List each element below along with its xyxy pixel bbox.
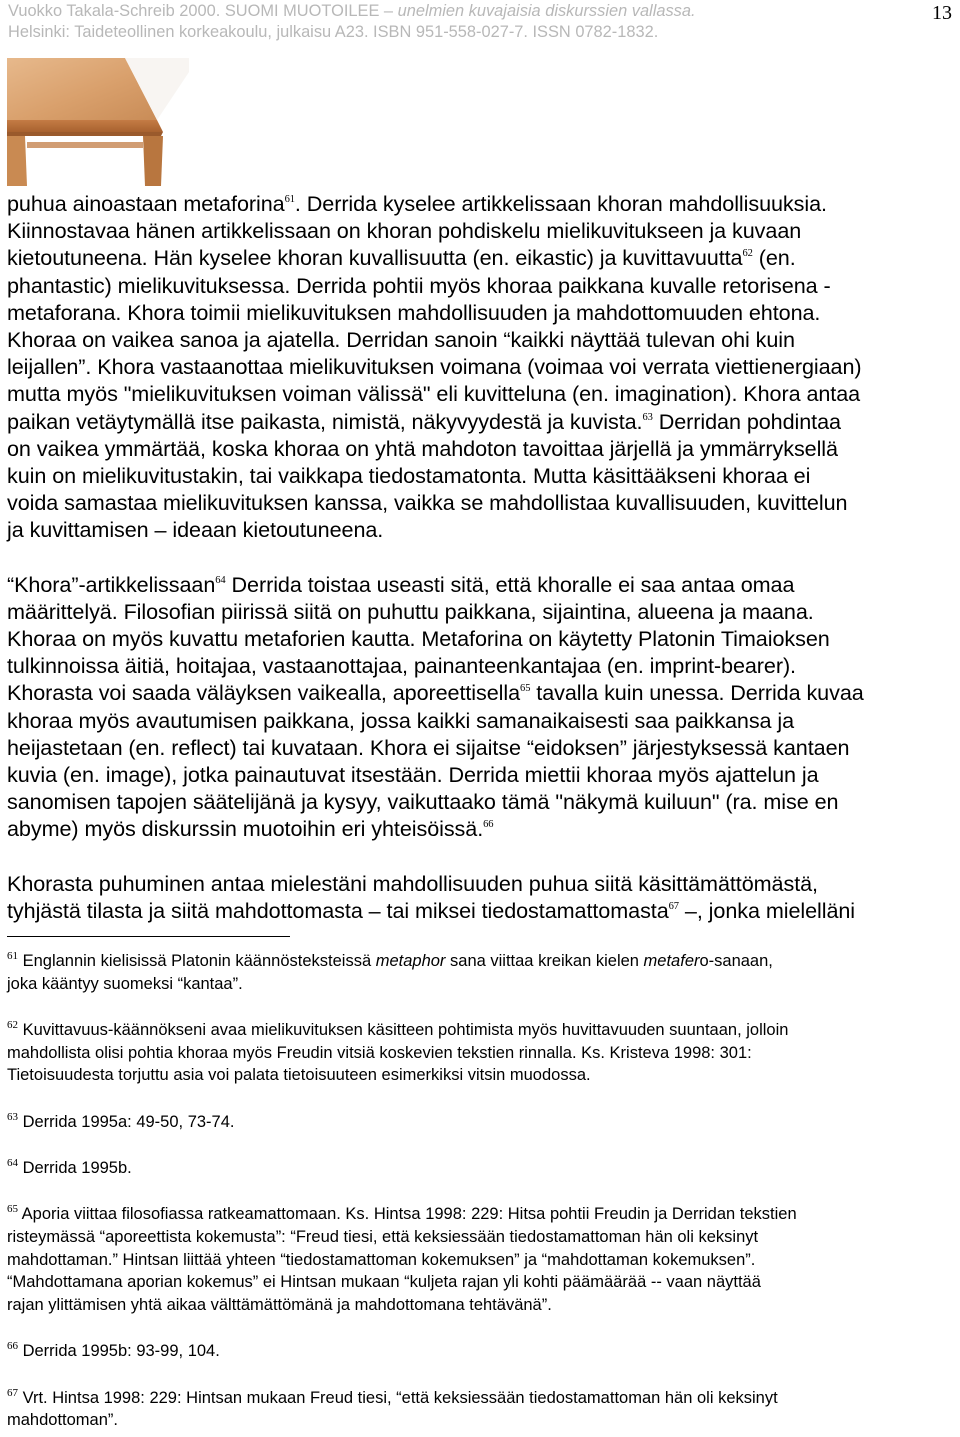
footnote-number: 62 bbox=[7, 1018, 18, 1031]
footnote-61: $^{61}$ Englannin kielisissä Platonin käännösteksteissä metaphor sana viittaa kreikan kielen metafero-sanaan, joka kääntyy suomeksi “kantaa”. bbox=[7, 950, 773, 993]
footnote-separator bbox=[7, 936, 290, 937]
paragraph-gap bbox=[7, 843, 957, 870]
footnote-ref-65[interactable]: 65 bbox=[520, 683, 531, 695]
footnote-64: $^{64}$ Derrida 1995b. bbox=[7, 1156, 132, 1177]
footnote-63: $^{63}$ Derrida 1995a: 49-50, 73-74. bbox=[7, 1110, 235, 1131]
text-line: metaforana. Khora toimii mielikuvituksen mahdollisuuden ja mahdottomuuden ehtona. bbox=[7, 299, 821, 325]
text-line: kuin on mielikuvitustakin, tai vaikkapa tiedostamatonta. Mutta käsittääkseni khoraa ei bbox=[7, 462, 811, 488]
chair-image bbox=[7, 58, 189, 186]
text-line: ja kuvittamisen – ideaan kietoutuneena. bbox=[7, 517, 384, 543]
text-line: khoraa myös avautumisen paikkana, jossa kaikki samanaikaisesti saa paikkansa ja bbox=[7, 707, 795, 733]
text-line: tyhjästä tilasta ja siitä mahdottomasta – tai miksei tiedostamattomasta$^{67}$ –, jonka mielelläni bbox=[7, 897, 856, 923]
paragraph-1 bbox=[7, 190, 957, 543]
footnotes bbox=[7, 950, 957, 1432]
text-line: abyme) myös diskurssin muotoihin eri yhteisöissä.$^{66}$ bbox=[7, 816, 494, 842]
text-line: Khorasta voi saada väläyksen vaikealla, aporeettisella$^{65}$ tavalla kuin unessa. Derrida kuvaa bbox=[7, 680, 864, 706]
footnote-number: 65 bbox=[7, 1203, 18, 1216]
text-line: phantastic) mielikuvituksessa. Derrida pohtii myös khoraa paikkana kuvalle retorisena - bbox=[7, 272, 831, 298]
text-line: Khorasta puhuminen antaa mielestäni mahdollisuuden puhua siitä käsittämättömästä, bbox=[7, 870, 818, 896]
chair-photo bbox=[7, 58, 189, 186]
footnote-number: 61 bbox=[7, 950, 18, 962]
text-line: leijallen”. Khora vastaanottaa mielikuvituksen voimana (voimaa voi verrata viettienergiaan) bbox=[7, 354, 862, 380]
footnote-67: $^{67}$ Vrt. Hintsa 1998: 229: Hintsan mukaan Freud tiesi, “että keksiessään tiedostamattoman hän oli keksinyt mahdottoman”. bbox=[7, 1386, 778, 1430]
text-line: voida samastaa mielikuvituksen kanssa, vaikka se mahdollistaa kuvallisuuden, kuvittelun bbox=[7, 490, 848, 516]
text-line: Khoraa on myös kuvattu metaforien kautta. Metaforina on käytetty Platonin Timaioksen bbox=[7, 626, 830, 651]
footnote-number: 63 bbox=[7, 1110, 18, 1123]
footnote-ref-62[interactable]: 62 bbox=[742, 248, 753, 260]
text-line: tulkinnoissa äitiä, hoitajaa, vastaanottajaa, painanteenkantajaa (en. imprint-bearer). bbox=[7, 653, 796, 679]
text-line: on vaikea ymmärtää, koska khoraa on yhtä mahdoton tavoittaa järjellä ja ymmärryksellä bbox=[7, 435, 838, 461]
paragraph-gap bbox=[7, 543, 957, 570]
page-number: 13 bbox=[932, 2, 952, 24]
text-line: “Khora”-artikkelissaan$^{64}$ Derrida toistaa useasti sitä, että khoralle ei saa antaa omaa bbox=[7, 571, 795, 597]
text-line: heijastetaan (en. reflect) tai kuvataan. Khora ei sijaitse “eidoksen” järjestyksessä kantaen bbox=[7, 734, 850, 760]
header-publisher-line: Helsinki: Taideteollinen korkeakoulu, julkaisu A23. ISBN 951-558-027-7. ISSN 0782-1832. bbox=[8, 23, 659, 41]
text-line: paikan vetäytymällä itse paikasta, nimistä, näkyvyydestä ja kuvista.$^{63}$ Derridan pohdintaa bbox=[7, 408, 841, 434]
footnote-ref-67[interactable]: 67 bbox=[668, 900, 679, 912]
paragraph-2 bbox=[7, 571, 957, 843]
footnote-number: 66 bbox=[7, 1340, 18, 1353]
footnote-ref-63[interactable]: 63 bbox=[642, 411, 653, 423]
paragraph-3 bbox=[7, 870, 957, 924]
header-subtitle: unelmien kuvajaisia diskurssien vallassa. bbox=[397, 2, 696, 20]
footnote-66: $^{66}$ Derrida 1995b: 93-99, 104. bbox=[7, 1340, 220, 1361]
text-line: sanomisen tapojen säätelijänä ja kysyy, vaikuttaako tämä "näkymä kuiluun" (ra. mise en bbox=[7, 789, 839, 815]
footnote-ref-64[interactable]: 64 bbox=[215, 574, 226, 586]
text-line: mutta myös "mielikuvituksen voiman välissä" eli kuvitteluna (en. imagination). Khora antaa bbox=[7, 381, 861, 407]
footnote-65: $^{65}$ Aporia viittaa filosofiassa ratkeamattomaan. Ks. Hintsa 1998: 229: Hitsa pohtii Freudin ja Derridan tekstien risteymässä “aporeettista kokemusta”: “Freud tiesi, että keksiessään tiedostamattoman hän oli keksinyt mahdottaman.” Hintsan liittää yhteen “tiedostamattoman kokemuksen” ja “mahdottaman kokemuksen”. “Mahdottamana aporian kokemus” ei Hintsan mukaan “kuljeta rajan yli kohti päämäärää -- vaan näyttää rajan ylittämisen yhtä aikaa välttämättömänä ja mahdottomana tehtävänä”. bbox=[7, 1203, 797, 1314]
main-text bbox=[7, 190, 957, 924]
footnote-number: 64 bbox=[7, 1156, 18, 1169]
footnote-ref-66[interactable]: 66 bbox=[483, 819, 494, 831]
footnote-ref-61[interactable]: 61 bbox=[284, 194, 295, 205]
header-author-title: Vuokko Takala-Schreib 2000. SUOMI MUOTOILEE – bbox=[8, 2, 398, 20]
footnote-number: 67 bbox=[7, 1386, 18, 1399]
text-line: Khoraa on vaikea sanoa ja ajatella. Derridan sanoin “kaikki näyttää tulevan ohi kuin bbox=[7, 326, 795, 352]
header-citation-line bbox=[8, 1, 908, 22]
text-line: kietoutuneena. Hän kyselee khoran kuvallisuutta (en. eikastic) ja kuvittavuutta$^{62}$ (en. bbox=[7, 245, 796, 271]
running-header bbox=[8, 1, 908, 43]
text-line: kuvia (en. image), jotka painautuvat itsestään. Derrida miettii khoraa myös ajattelun ja bbox=[7, 761, 819, 787]
text-line: Kiinnostavaa hänen artikkelissaan on khoran pohdiskelu mielikuvitukseen ja kuvaan bbox=[7, 218, 802, 244]
text-line: määrittelyä. Filosofian piirissä siitä on puhuttu paikkana, sijaintina, alueena ja maana. bbox=[7, 598, 814, 624]
text-line: puhua ainoastaan metaforina$^{61}$. Derrida kyselee artikkelissaan khoran mahdollisuuksia. bbox=[7, 191, 827, 216]
footnote-62: $^{62}$ Kuvittavuus-käännökseni avaa mielikuvituksen käsitteen pohtimista myös huvittavuuden suuntaan, jolloin mahdollista olisi pohtia khoraa myös Freudin vitsiä koskevien tekstien rinnalla. Ks. Kristeva 1998: 301: Tietoisuudesta torjuttu asia voi palata tietoisuuteen esimerkiksi vitsin muodossa. bbox=[7, 1018, 789, 1085]
